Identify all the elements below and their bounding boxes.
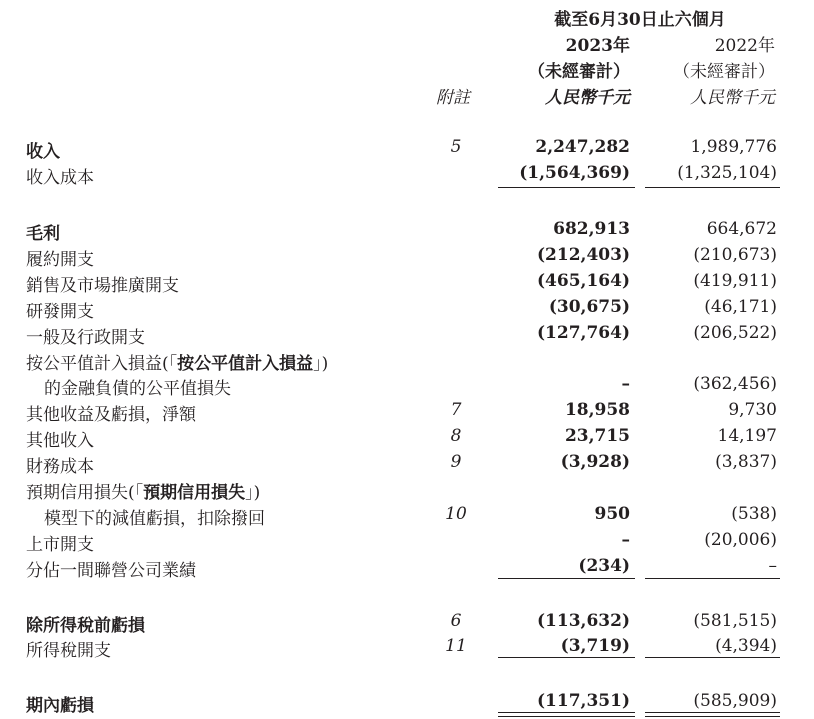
- notes-column-header: 附註: [436, 88, 470, 108]
- row-value-current: 950: [594, 504, 630, 524]
- total-double-rule-prior: [645, 712, 780, 717]
- row-value-prior: (20,006): [704, 530, 777, 550]
- row-value-prior: 664,672: [706, 219, 777, 239]
- row-value-current: –: [621, 530, 630, 550]
- row-label: 分佔一間聯營公司業績: [26, 561, 196, 581]
- row-label-prefix: 預期信用損失(「: [26, 483, 144, 503]
- row-label: 所得稅開支: [26, 641, 111, 661]
- row-label: 期內虧損: [26, 696, 94, 716]
- row-value-current: (113,632): [537, 611, 630, 631]
- row-label: 其他收益及虧損，淨額: [26, 405, 196, 425]
- row-value-prior: (4,394): [715, 636, 777, 656]
- row-value-current: 23,715: [564, 426, 630, 446]
- row-label: 銷售及市場推廣開支: [26, 276, 179, 296]
- row-value-current: (127,764): [537, 323, 630, 343]
- row-value-prior: (210,673): [693, 245, 777, 265]
- row-note: 6: [450, 611, 462, 631]
- subtotal-rule-current: [498, 187, 635, 188]
- subtotal-rule-prior: [645, 578, 780, 579]
- row-value-prior: (206,522): [693, 323, 777, 343]
- row-label: 除所得稅前虧損: [26, 616, 145, 636]
- period-header: 截至6月30日止六個月: [554, 10, 726, 30]
- row-value-current: (465,164): [537, 271, 630, 291]
- row-label: 研發開支: [26, 302, 94, 322]
- row-value-current: (3,719): [560, 636, 630, 656]
- row-label: 的金融負債的公平值損失: [44, 379, 231, 399]
- row-value-current: 18,958: [564, 400, 630, 420]
- subtotal-rule-prior: [645, 657, 780, 658]
- row-value-current: (212,403): [537, 245, 630, 265]
- row-value-prior: –: [768, 556, 777, 576]
- row-label: 上市開支: [26, 535, 94, 555]
- row-value-prior: (585,909): [693, 691, 777, 711]
- row-note: 7: [450, 400, 462, 420]
- row-value-prior: (3,837): [715, 452, 777, 472]
- row-label: 履約開支: [26, 250, 94, 270]
- audit-current: （未經審計）: [528, 62, 630, 82]
- row-label-defined-term: 預期信用損失: [143, 483, 246, 503]
- year-current: 2023年: [565, 36, 630, 56]
- row-label-suffix: 」): [313, 354, 329, 374]
- row-value-current: (3,928): [560, 452, 630, 472]
- row-label: 模型下的減值虧損，扣除撥回: [44, 509, 265, 529]
- row-value-prior: 1,989,776: [690, 137, 777, 157]
- row-label: 收入成本: [26, 168, 94, 188]
- row-value-current: (234): [578, 556, 630, 576]
- row-value-current: (117,351): [537, 691, 630, 711]
- row-note: 10: [445, 504, 467, 524]
- row-note: 9: [450, 452, 462, 472]
- subtotal-rule-current: [498, 578, 635, 579]
- row-note: 8: [450, 426, 462, 446]
- row-label-defined-term: 按公平值計入損益: [177, 354, 314, 374]
- row-value-current: (30,675): [548, 297, 630, 317]
- row-label: 毛利: [26, 224, 60, 244]
- total-double-rule-current: [498, 712, 635, 717]
- subtotal-rule-current: [498, 657, 635, 658]
- row-label: 其他收入: [26, 431, 94, 451]
- row-value-prior: (46,171): [704, 297, 777, 317]
- row-value-prior: 14,197: [717, 426, 777, 446]
- currency-current: 人民幣千元: [545, 88, 630, 108]
- row-value-prior: (581,515): [693, 611, 777, 631]
- row-value-current: –: [621, 374, 630, 394]
- row-label-suffix: 」): [245, 483, 261, 503]
- row-label: [26, 349, 328, 374]
- row-value-prior: (419,911): [693, 271, 777, 291]
- row-note: 5: [450, 137, 462, 157]
- row-value-prior: (362,456): [693, 374, 777, 394]
- row-value-current: 2,247,282: [535, 137, 630, 157]
- currency-prior: 人民幣千元: [690, 88, 775, 108]
- row-value-current: (1,564,369): [519, 163, 630, 183]
- row-label: 一般及行政開支: [26, 328, 145, 348]
- row-value-prior: (538): [731, 504, 777, 524]
- row-label: 財務成本: [26, 457, 94, 477]
- row-label: 收入: [26, 142, 60, 162]
- row-note: 11: [445, 636, 467, 656]
- row-label: [26, 478, 260, 503]
- subtotal-rule-prior: [645, 187, 780, 188]
- row-value-current: 682,913: [553, 219, 630, 239]
- year-prior: 2022年: [714, 36, 775, 56]
- row-value-prior: 9,730: [728, 400, 777, 420]
- audit-prior: （未經審計）: [673, 62, 775, 82]
- row-label-prefix: 按公平值計入損益(「: [26, 354, 178, 374]
- row-value-prior: (1,325,104): [677, 163, 777, 183]
